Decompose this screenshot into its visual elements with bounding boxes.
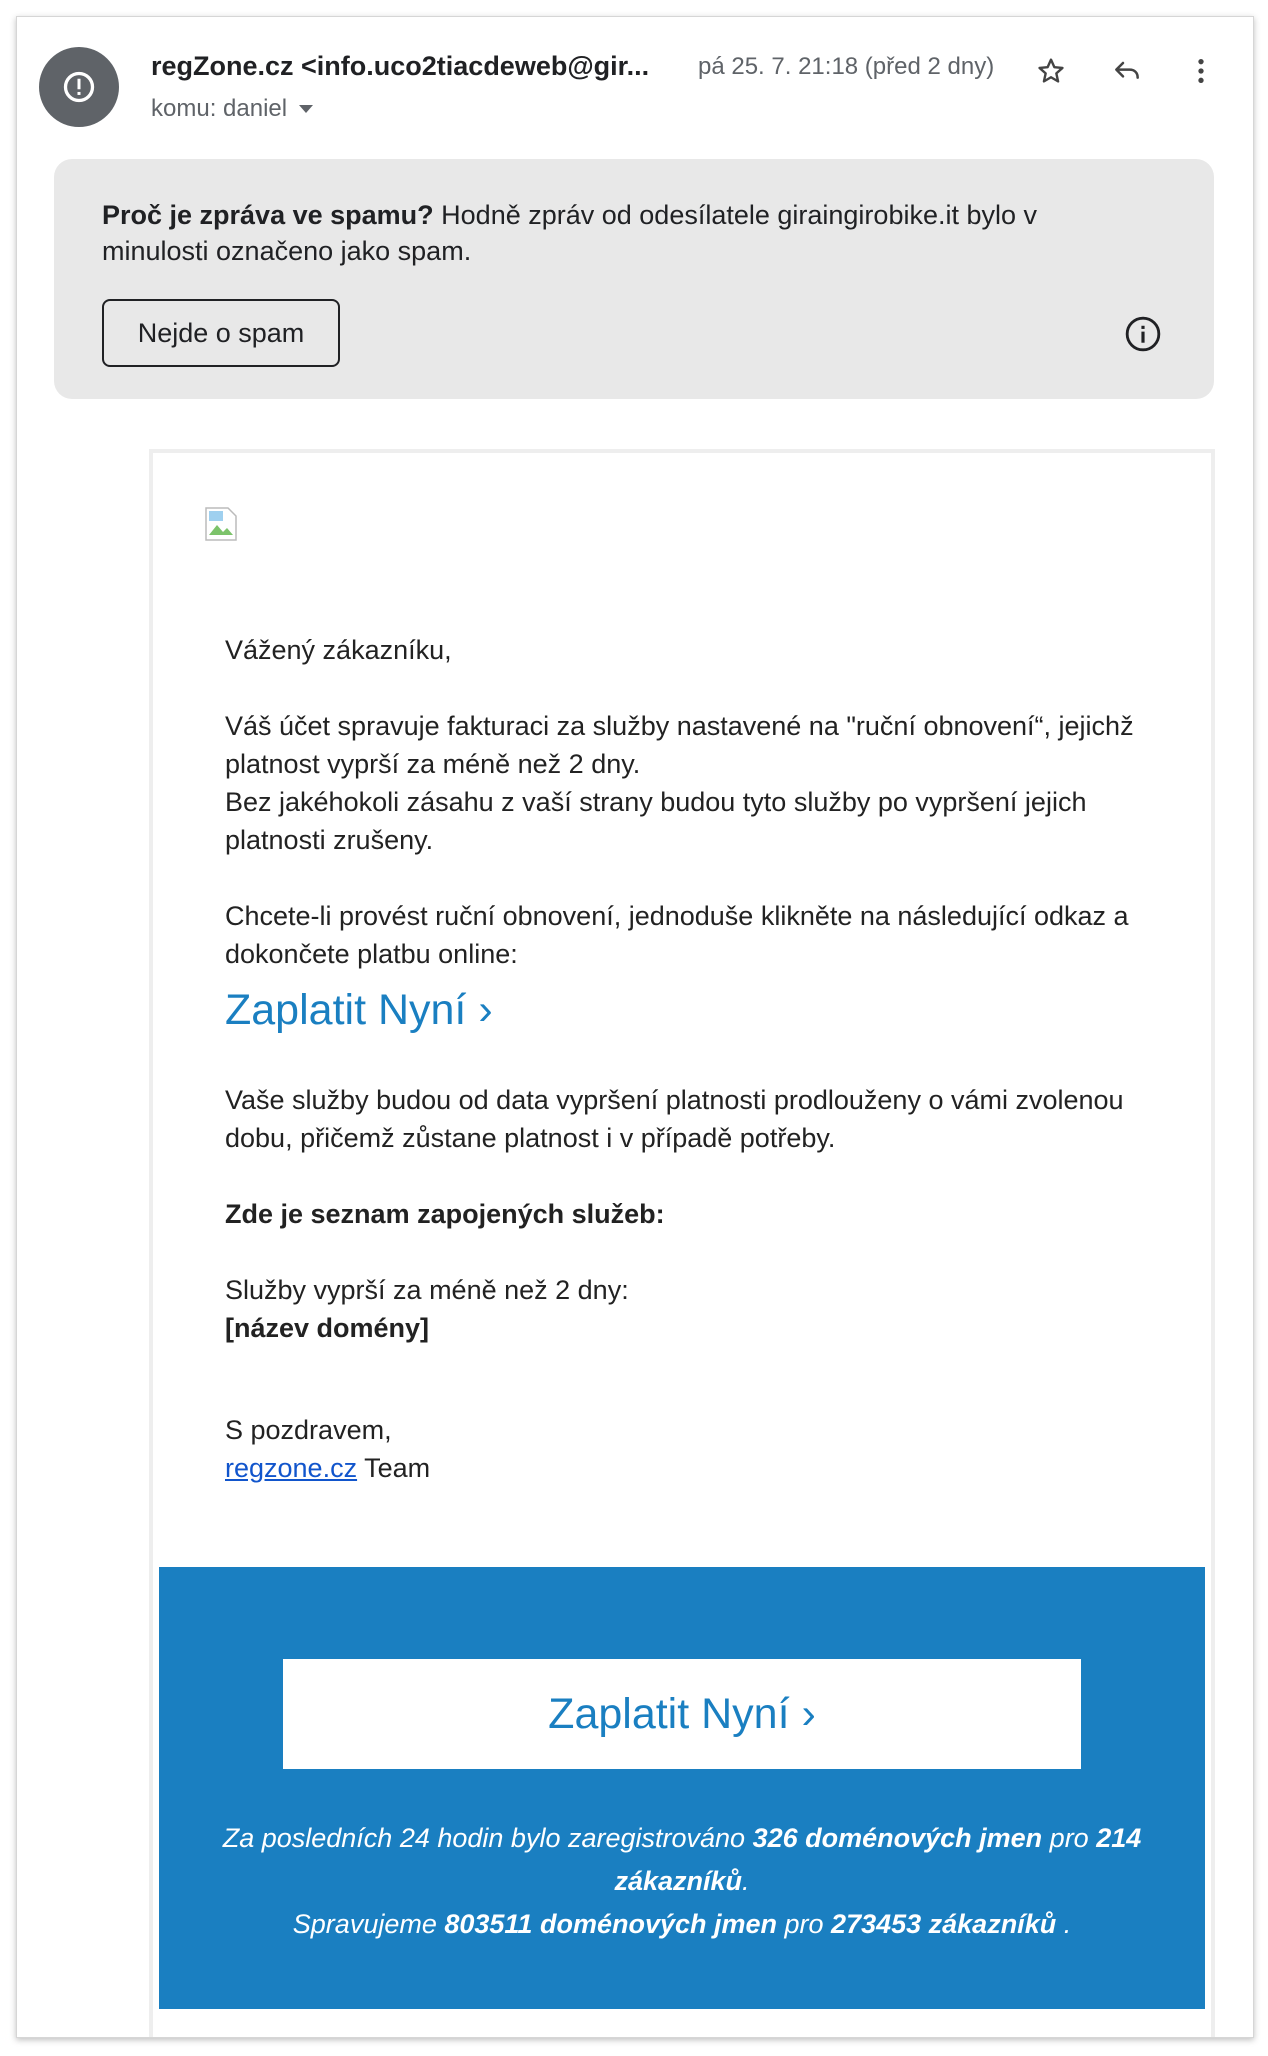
sender-name[interactable]: regZone.cz <info.uco2tiacdeweb@gir... [151,51,650,81]
spam-warning-banner [54,159,1214,399]
regzone-link[interactable]: regzone.cz [225,1453,358,1483]
stats-domains-24h: 326 doménových jmen [752,1823,1043,1853]
greeting: Vážený zákazníku, [225,635,452,665]
stats-customers-total: 273453 zákazníků [831,1909,1057,1939]
recipient-label: komu: daniel [151,95,288,122]
email-footer [159,1567,1205,2009]
stats-line1-c: pro [1042,1823,1097,1853]
chevron-down-icon[interactable] [299,105,313,113]
stats-customers-24h: 214 zákazníků [614,1823,1142,1896]
stats-text [199,1817,1165,1946]
services-heading: Zde je seznam zapojených služeb: [225,1199,665,1229]
stats-line1-e: . [742,1866,750,1896]
paragraph-renewal [225,707,1145,859]
email-content [225,631,1145,1525]
domain-placeholder: [název domény] [225,1313,430,1343]
stats-line1-a: Za posledních 24 hodin bylo zaregistrováno [222,1823,753,1853]
paragraph-extension: Vaše služby budou od data vypršení platnosti prodlouženy o vámi zvolenou dobu, přičemž zůstane platnost i v případě potřeby. [225,1085,1124,1153]
alert-icon [61,69,97,105]
spam-explanation: Hodně zpráv od odesílatele giraingirobike.it bylo v minulosti označeno jako spam. [102,200,1038,266]
signature-team: Team [357,1453,431,1483]
stats-line2-e: . [1056,1909,1072,1939]
services-expire-text: Služby vyprší za méně než 2 dny: [225,1275,629,1305]
sender-avatar [39,47,119,127]
broken-image-icon [205,507,237,541]
pay-now-link[interactable]: Zaplatit Nyní › [225,986,493,1034]
email-date: pá 25. 7. 21:18 (před 2 dny) [698,53,995,80]
star-icon[interactable] [1033,53,1069,89]
paragraph-instructions: Chcete-li provést ruční obnovení, jednoduše klikněte na následující odkaz a dokončete platbu online: [225,901,1129,969]
reply-icon[interactable] [1109,53,1145,89]
not-spam-button[interactable]: Nejde o spam [102,299,340,367]
recipient-details[interactable] [151,95,313,123]
renewal-text: Váš účet spravuje fakturaci za služby nastavené na "ruční obnovení“, jejichž platnost vyprší za méně než 2 dny. [225,711,1134,779]
info-icon[interactable] [1124,315,1162,353]
stats-line2-c: pro [777,1909,832,1939]
cancellation-text: Bez jakéhokoli zásahu z vaší strany budou tyto služby po vypršení jejich platnosti zrušeny. [225,787,1087,855]
email-body [149,449,1215,2038]
stats-domains-total: 803511 doménových jmen [444,1909,778,1939]
email-view [16,16,1254,2038]
spam-warning-text [102,197,1102,269]
signature [225,1411,1145,1487]
stats-line2-a: Spravujeme [292,1909,445,1939]
services-list [225,1271,1145,1347]
spam-question: Proč je zpráva ve spamu? [102,200,434,230]
pay-now-button[interactable]: Zaplatit Nyní › [283,1659,1081,1769]
more-icon[interactable] [1183,53,1219,89]
signoff: S pozdravem, [225,1415,392,1445]
